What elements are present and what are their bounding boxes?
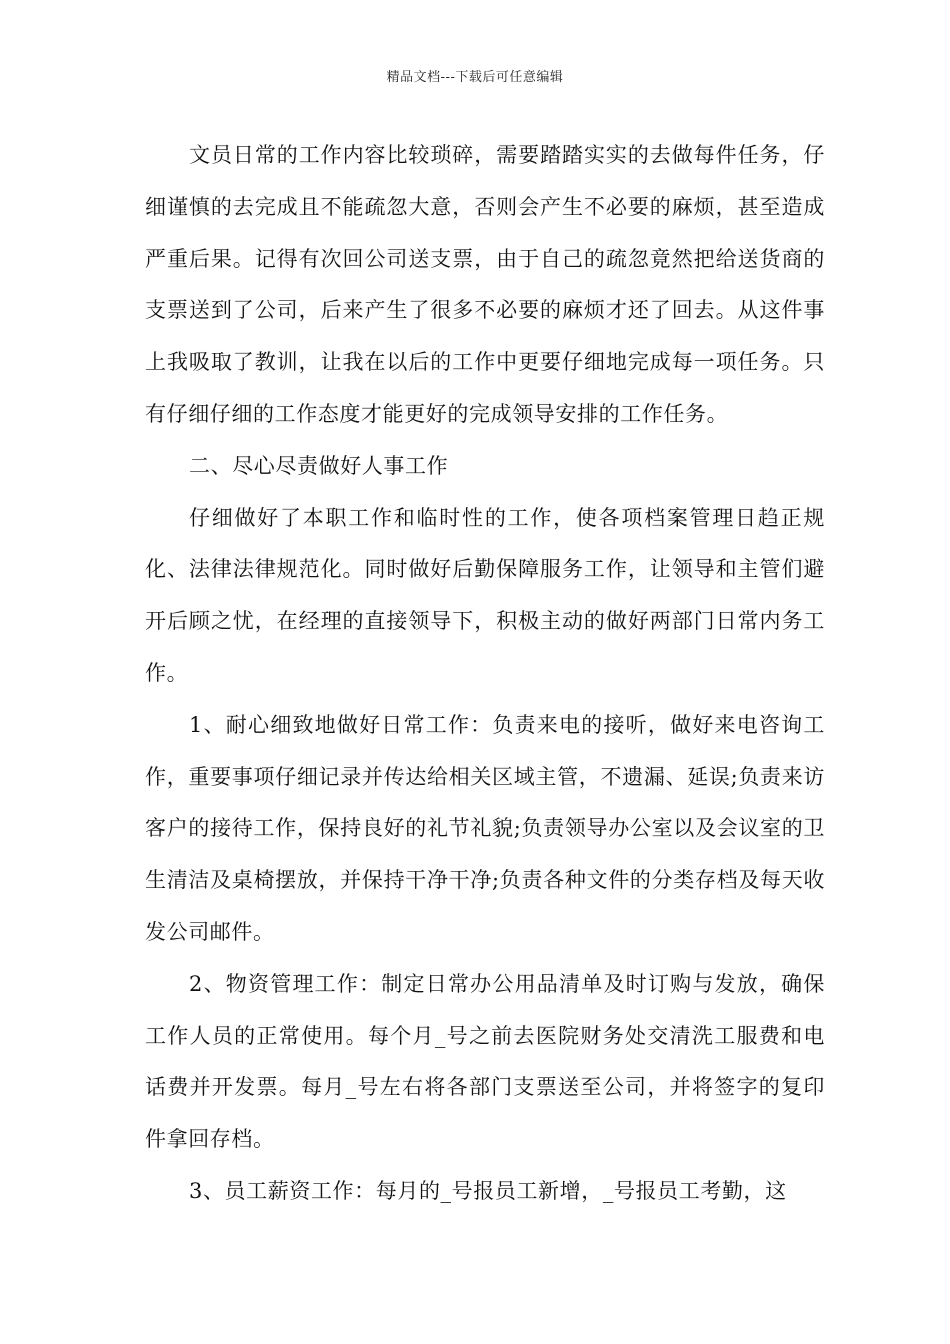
section-heading-hr-work: 二、尽心尽责做好人事工作 — [189, 453, 449, 478]
paragraph-salary-work: 3、员工薪资工作：每月的_号报员工新增，_号报员工考勤，这 — [189, 1178, 787, 1203]
paragraph-clerk-duties: 文员日常的工作内容比较琐碎，需要踏踏实实的去做每件任务，仔细谨慎的去完成且不能疏忽大意，否则会产生不必要的麻烦，甚至造成严重后果。记得有次回公司送支票，由于自己的疏忽竟然把给送货商的支票送到了公司，后来产生了很多不必要的麻烦才还了回去。从这件事上我吸取了教训，让我在以后的工作中更要仔细地完成每一项任务。只有仔细仔细的工作态度才能更好的完成领导安排的工作任务。 — [145, 143, 825, 426]
document-body — [145, 130, 825, 1218]
paragraph-daily-work: 1、耐心细致地做好日常工作：负责来电的接听，做好来电咨询工作，重要事项仔细记录并传达给相关区域主管，不遗漏、延误;负责来访客户的接待工作，保持良好的礼节礼貌;负责领导办公室以及会议室的卫生清洁及桌椅摆放，并保持干净干净;负责各种文件的分类存档及每天收发公司邮件。 — [145, 712, 825, 944]
paragraph-materials-management: 2、物资管理工作：制定日常办公用品清单及时订购与发放，确保工作人员的正常使用。每个月_号之前去医院财务处交清洗工服费和电话费并开发票。每月_号左右将各部门支票送至公司，并将签字的复印件拿回存档。 — [145, 971, 825, 1152]
page-header: 精品文档---下载后可任意编辑 — [386, 70, 564, 85]
paragraph-hr-overview: 仔细做好了本职工作和临时性的工作，使各项档案管理日趋正规化、法律法律规范化。同时做好后勤保障服务工作，让领导和主管们避开后顾之忧，在经理的直接领导下，积极主动的做好两部门日常内务工作。 — [145, 505, 825, 685]
